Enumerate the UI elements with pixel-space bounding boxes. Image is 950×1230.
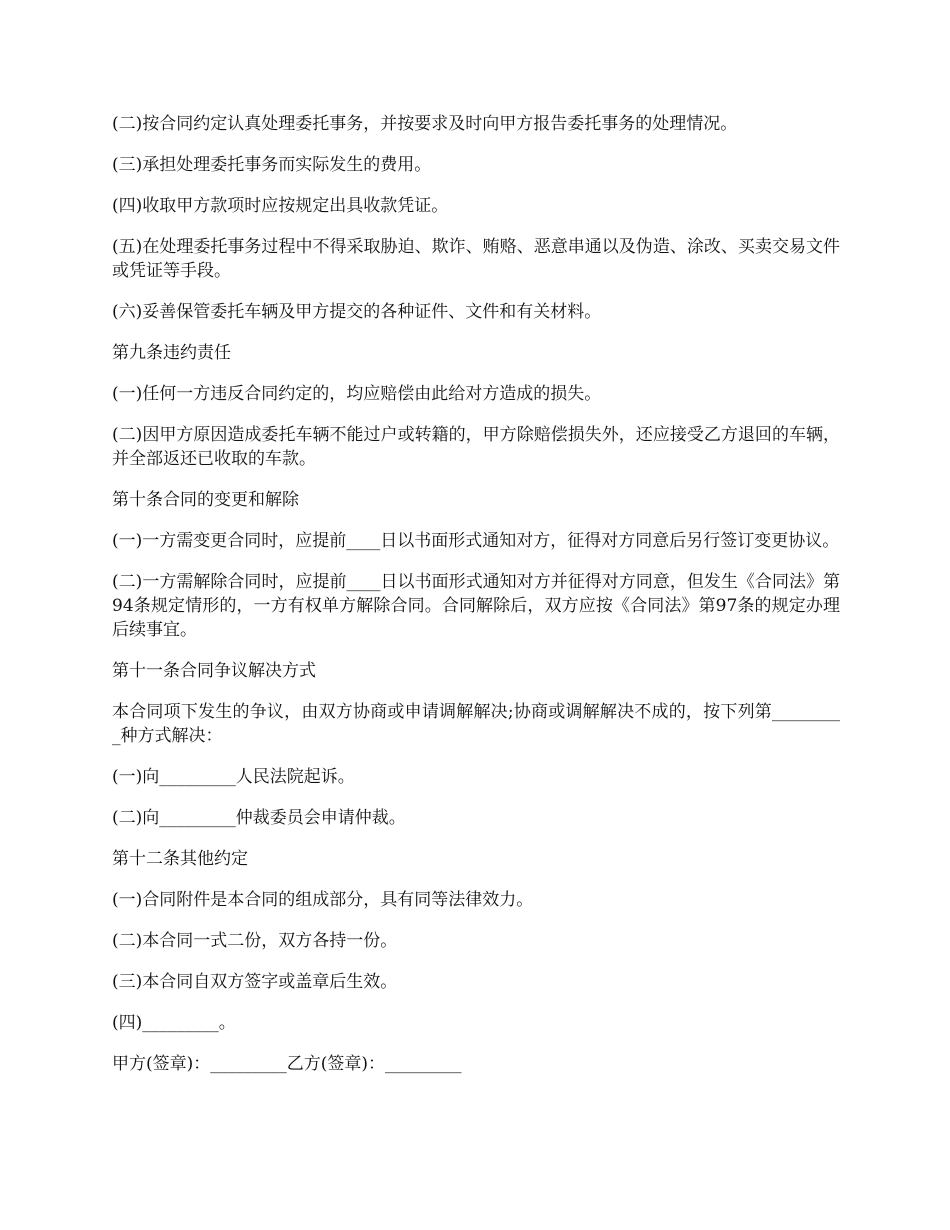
article-10-clause-1: (一)一方需变更合同时，应提前____日以书面形式通知对方，征得对方同意后另行签订变更协议。 — [112, 531, 840, 551]
article-9-heading: 第九条违约责任 — [112, 343, 231, 363]
article-11-option-2: (二)向_________仲裁委员会申请仲裁。 — [112, 808, 406, 828]
article-11-heading: 第十一条合同争议解决方式 — [112, 661, 316, 681]
article-10-heading: 第十条合同的变更和解除 — [112, 490, 299, 510]
clause-2-4: (四)收取甲方款项时应按规定出具收款凭证。 — [112, 196, 449, 216]
article-11-intro: 本合同项下发生的争议，由双方协商或申请调解解决;协商或调解解决不成的，按下列第_________种方式解决： — [112, 702, 840, 746]
clause-2-2: (二)按合同约定认真处理委托事务，并按要求及时向甲方报告委托事务的处理情况。 — [112, 114, 738, 134]
document-page — [112, 112, 840, 1093]
article-12-clause-1: (一)合同附件是本合同的组成部分，具有同等法律效力。 — [112, 890, 534, 910]
article-12-clause-3: (三)本合同自双方签字或盖章后生效。 — [112, 972, 398, 992]
article-12-heading: 第十二条其他约定 — [112, 849, 248, 869]
article-9-clause-2: (二)因甲方原因造成委托车辆不能过户或转籍的，甲方除赔偿损失外，还应接受乙方退回的车辆，并全部返还已收取的车款。 — [112, 425, 840, 469]
clause-2-3: (三)承担处理委托事务而实际发生的费用。 — [112, 155, 432, 175]
article-12-clause-4: (四)_________。 — [112, 1013, 236, 1033]
article-12-clause-2: (二)本合同一式二份，双方各持一份。 — [112, 931, 398, 951]
clause-2-5: (五)在处理委托事务过程中不得采取胁迫、欺诈、贿赂、恶意串通以及伪造、涂改、买卖交易文件或凭证等手段。 — [112, 237, 840, 281]
article-9-clause-1: (一)任何一方违反合同约定的，均应赔偿由此给对方造成的损失。 — [112, 384, 602, 404]
signature-line: 甲方(签章)：_________乙方(签章)：_________ — [112, 1054, 462, 1074]
article-11-option-1: (一)向_________人民法院起诉。 — [112, 767, 355, 787]
article-10-clause-2: (二)一方需解除合同时，应提前____日以书面形式通知对方并征得对方同意，但发生《合同法》第94条规定情形的，一方有权单方解除合同。合同解除后，双方应按《合同法》第97条的规定办理后续事宜。 — [112, 572, 840, 640]
clause-2-6: (六)妥善保管委托车辆及甲方提交的各种证件、文件和有关材料。 — [112, 302, 602, 322]
